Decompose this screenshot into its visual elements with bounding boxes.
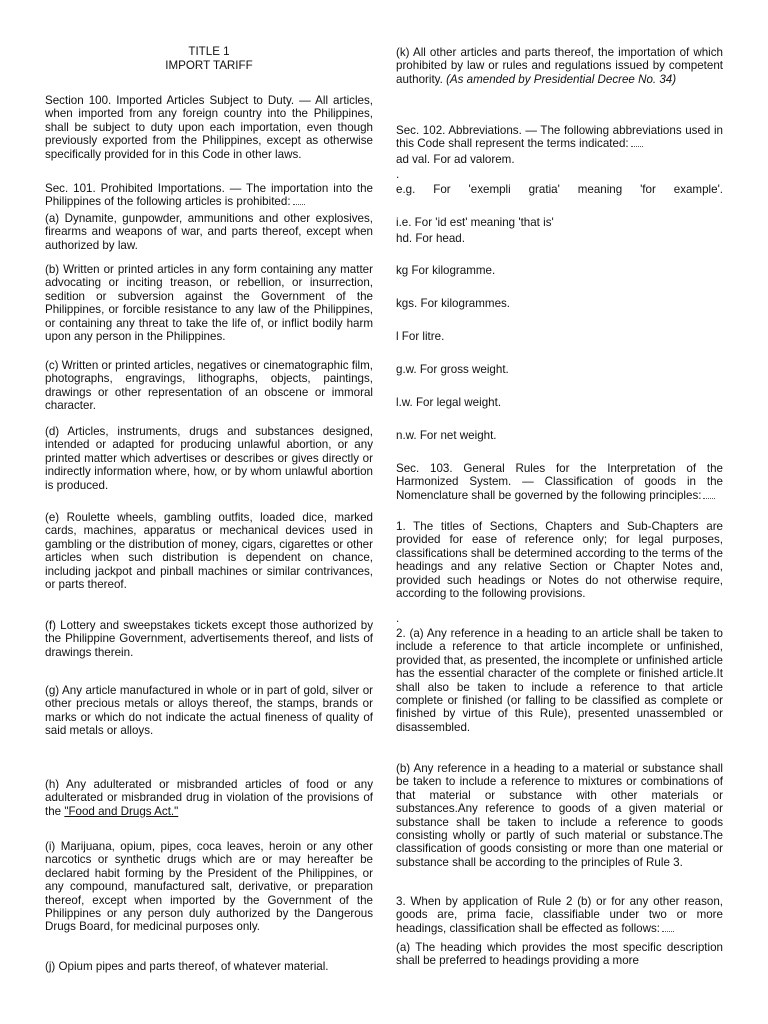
item-b: (b) Written or printed articles in any form containing any matter advocating or inciting treason, or rebellion, or insurrection, sedition or subversion against the Government of the Philippines, or forcible resistance to any law of the Philippines, or containing any threat to take the life of, or inflict bodily harm upon any person in the Philippines. — [45, 263, 373, 344]
subtitle: IMPORT TARIFF — [165, 59, 253, 72]
rule-2b: (b) Any reference in a heading to a material or substance shall be taken to include a reference to mixtures or combinations of that material or substance with other materials or substances.Any reference to goods of a given material or substance shall be taken to include a reference to goods consisting wholly or partly of such material or substance.The classification of goods consisting or more than one material or substance shall be according to the principles of Rule 3. — [396, 762, 723, 869]
section-100: Section 100. Imported Articles Subject to Duty. — All articles, when imported from any foreign country into the Philippines, shall be subject to duty upon each importation, even though previously exported from the Philippines, except as otherwise specifically provided for in this Code in other laws. — [45, 94, 373, 161]
rule-3a: (a) The heading which provides the most specific description shall be preferred to headings providing a more — [396, 941, 723, 968]
section-102-text: Sec. 102. Abbreviations. — The following abbreviations used in this Code shall represent the terms indicated: — [396, 124, 723, 151]
abbr-lw: l.w. For legal weight. — [396, 396, 502, 409]
abbr-kgs: kgs. For kilogrammes. — [396, 297, 511, 310]
item-f: (f) Lottery and sweepstakes tickets except those authorized by the Philippine Government, advertisements thereof, and lists of drawings therein. — [45, 619, 373, 659]
abbr-kg: kg For kilogramme. — [396, 264, 496, 277]
rule-3 — [396, 895, 723, 935]
section-101 — [45, 182, 373, 209]
item-k-text: (k) All other articles and parts thereof, the importation of which prohibited by law or rules and regulations issued by competent authority. — [396, 46, 723, 86]
abbr-hd: hd. For head. — [396, 232, 465, 245]
food-and-drugs-act-link[interactable]: "Food and Drugs Act." — [64, 804, 179, 818]
item-j: (j) Opium pipes and parts thereof, of whatever material. — [45, 960, 329, 973]
item-d: (d) Articles, instruments, drugs and substances designed, intended or adapted for producing unlawful abortion, or any printed matter which advertises or describes or gives directly or indirectly information where, how, or by whom unlawful abortion is produced. — [45, 425, 373, 492]
dotted-leader — [293, 201, 305, 205]
item-h — [45, 778, 373, 818]
amendment-note: (As amended by Presidential Decree No. 34) — [446, 72, 677, 86]
dotted-leader — [662, 928, 674, 932]
section-102 — [396, 124, 723, 151]
abbr-nw: n.w. For net weight. — [396, 429, 497, 442]
rule-2a: 2. (a) Any reference in a heading to an article shall be taken to include a reference to that article incomplete or unfinished, provided that, as presented, the incomplete or unfinished article has the essential character of the complete or finished article.It shall also be taken to include a reference to that article complete or finished (or falling to be classified as complete or finished by virtue of this Rule), presented unassembled or disassembled. — [396, 627, 723, 734]
abbr-ie: i.e. For 'id est' meaning 'that is' — [396, 216, 554, 229]
item-h-text: (h) Any adulterated or misbranded articles of food or any adulterated or misbranded drug in violation of the provisions of the — [45, 778, 373, 818]
abbr-gw: g.w. For gross weight. — [396, 363, 509, 376]
separator-dot-2: . — [396, 612, 400, 625]
section-103-text: Sec. 103. General Rules for the Interpretation of the Harmonized System. — Classification of goods in the Nomenclature shall be governed by the following principles: — [396, 462, 723, 502]
item-i: (i) Marijuana, opium, pipes, coca leaves, heroin or any other narcotics or synthetic drugs which are or may hereafter be declared habit forming by the President of the Philippines, or any compound, manufactured salt, derivative, or preparation thereof, except when imported by the Government of the Philippines or any person duly authorized by the Dangerous Drugs Board, for medicinal purposes only. — [45, 840, 373, 934]
abbr-eg: e.g. For 'exempli gratia' meaning 'for example'. — [396, 183, 723, 196]
section-103 — [396, 462, 723, 502]
title: TITLE 1 — [188, 45, 230, 58]
rule-3-text: 3. When by application of Rule 2 (b) or for any other reason, goods are, prima facie, classifiable under two or more headings, classification shall be effected as follows: — [396, 895, 723, 935]
item-a: (a) Dynamite, gunpowder, ammunitions and other explosives, firearms and weapons of war, and parts thereof, except when authorized by law. — [45, 212, 373, 252]
item-k — [396, 46, 723, 86]
separator-dot: . — [396, 168, 400, 181]
item-c: (c) Written or printed articles, negatives or cinematographic film, photographs, engravings, lithographs, objects, paintings, drawings or other representation of an obscene or immoral character. — [45, 359, 373, 413]
item-g: (g) Any article manufactured in whole or in part of gold, silver or other precious metals or alloys thereof, the stamps, brands or marks or which do not indicate the actual fineness of quality of said metals or alloys. — [45, 684, 373, 738]
dotted-leader — [631, 143, 643, 147]
dotted-leader — [703, 495, 715, 499]
abbr-l: l For litre. — [396, 330, 445, 343]
abbr-ad-val: ad val. For ad valorem. — [396, 153, 515, 166]
item-e: (e) Roulette wheels, gambling outfits, loaded dice, marked cards, machines, apparatus or mechanical devices used in gambling or the distribution of money, cigars, cigarettes or other articles when such distribution is dependent on chance, including jackpot and pinball machines or similar contrivances, or parts thereof. — [45, 511, 373, 592]
rule-1: 1. The titles of Sections, Chapters and Sub-Chapters are provided for ease of reference only; for legal purposes, classifications shall be determined according to the terms of the headings and any relative Section or Chapter Notes and, provided such headings or Notes do not otherwise require, according to the following provisions. — [396, 520, 723, 601]
section-101-text: Sec. 101. Prohibited Importations. — The importation into the Philippines of the following articles is prohibited: — [45, 182, 373, 209]
